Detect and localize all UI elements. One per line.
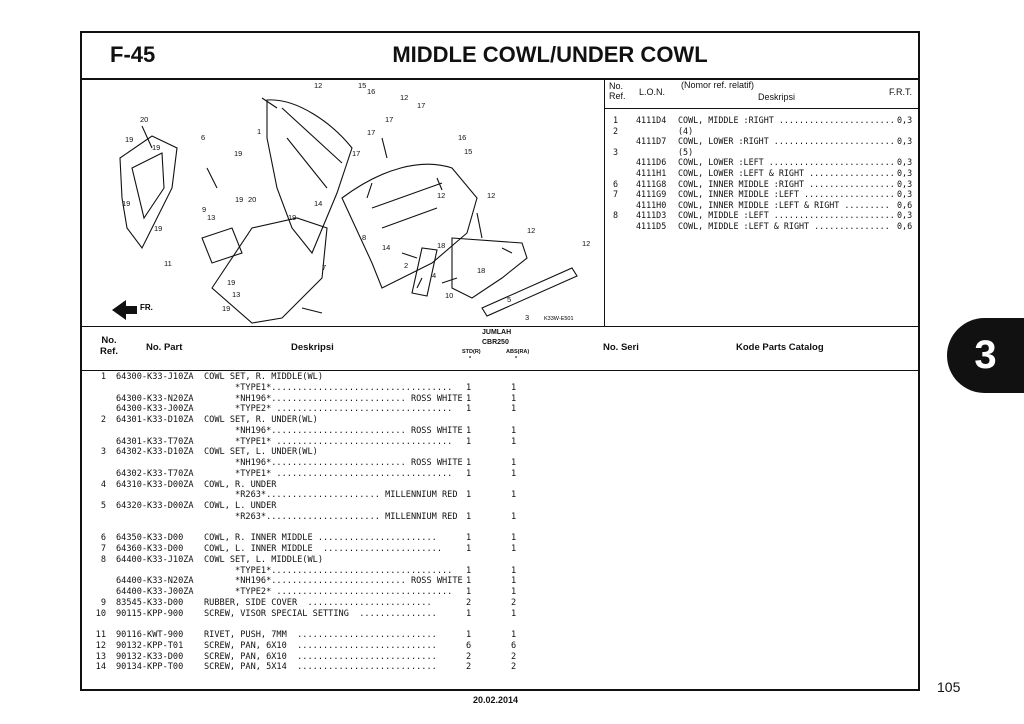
parts-cell-desc: COWL, L. UNDER (204, 501, 277, 511)
frt-cell-desc: COWL, INNER MIDDLE :LEFT .................. (678, 189, 895, 200)
frt-cell-ref: 3 (613, 146, 619, 157)
parts-cell-abs: 2 (511, 597, 517, 608)
parts-cell-desc: *R263*...................... MILLENNIUM RED (204, 511, 458, 522)
callout: 2 (404, 261, 409, 270)
parts-cell-std: 2 (466, 662, 472, 673)
parts-cell-abs: 1 (511, 425, 517, 436)
callout: 19 (227, 278, 236, 287)
frt-cell-lon: 4111H0 (636, 199, 667, 210)
parts-cell-ref: 5 (100, 501, 106, 511)
fr-label: FR. (140, 303, 153, 312)
table-row (82, 641, 918, 652)
table-row (82, 394, 918, 405)
parts-cell-desc: SCREW, PAN, 5X14 ........................... (204, 662, 437, 673)
frt-cell-frt: 0,3 (897, 157, 913, 168)
frt-cell-desc: COWL, MIDDLE :RIGHT ....................... (678, 115, 895, 125)
parts-cell-abs: 1 (511, 382, 517, 393)
table-row (82, 576, 918, 587)
table-row (82, 501, 918, 512)
parts-cell-desc: *R263*...................... MILLENNIUM RED (204, 490, 458, 501)
cowl-diagram-svg (82, 78, 604, 326)
callout: 13 (207, 213, 216, 222)
callout: 19 (125, 135, 134, 144)
parts-cell-part: 64310-K33-D00ZA (116, 479, 194, 490)
callout: 12 (582, 239, 591, 248)
table-row (82, 587, 918, 598)
parts-cell-desc: COWL SET, R. UNDER(WL) (204, 415, 318, 425)
frt-header-desc: Deskripsi (758, 92, 796, 102)
frt-cell-lon: 4111D7 (636, 136, 667, 147)
parts-header-no-ref: No. Ref. (100, 335, 118, 357)
parts-cell-part: 83545-K33-D00 (116, 597, 184, 608)
parts-cell-part: 64300-K33-J00ZA (116, 404, 194, 415)
parts-header-desc: Deskripsi (291, 342, 334, 353)
parts-cell-std: 2 (466, 651, 472, 662)
table-row (82, 544, 918, 555)
frt-cell-desc: COWL, LOWER :RIGHT ........................ (678, 136, 895, 147)
table-row (82, 630, 918, 641)
table-row (82, 458, 918, 469)
callout: 12 (437, 191, 446, 200)
parts-header-abs-mark: * (515, 356, 518, 362)
figure-number: F-45 (110, 42, 156, 67)
callout: 20 (140, 115, 149, 124)
under-cowl-right-part (452, 238, 527, 298)
parts-cell-std: 6 (466, 640, 472, 651)
parts-cell-abs: 2 (511, 651, 517, 662)
frt-cell-desc: (4) (678, 125, 694, 136)
table-row (82, 437, 918, 448)
parts-cell-part: 64302-K33-D10ZA (116, 447, 194, 458)
parts-cell-part: 64360-K33-D00 (116, 544, 184, 554)
table-row (82, 662, 918, 673)
parts-cell-part: 64350-K33-D00 (116, 533, 184, 544)
parts-table-header (82, 326, 918, 371)
parts-cell-abs: 1 (511, 458, 517, 468)
callout: 17 (352, 149, 361, 158)
table-row (82, 619, 918, 630)
callout: 7 (322, 263, 327, 272)
parts-cell-ref: 4 (100, 479, 106, 490)
parts-cell-desc: COWL SET, L. MIDDLE(WL) (204, 554, 323, 565)
callout: 17 (417, 101, 426, 110)
footer-date: 20.02.2014 (473, 695, 519, 705)
middle-cowl-right-part (267, 100, 352, 253)
page-title: MIDDLE COWL/UNDER COWL (392, 42, 708, 67)
parts-cell-desc: *NH196*.......................... ROSS WHITE (204, 425, 463, 436)
header-row (82, 33, 918, 80)
parts-cell-abs: 1 (511, 436, 517, 447)
parts-cell-std: 1 (466, 576, 472, 587)
callout: 19 (152, 143, 161, 152)
parts-cell-abs: 1 (511, 630, 517, 640)
parts-cell-abs: 1 (511, 565, 517, 576)
table-row (82, 598, 918, 609)
parts-cell-abs: 1 (511, 404, 517, 415)
frt-cell-desc: COWL, LOWER :LEFT ......................... (678, 157, 895, 168)
callout: 12 (487, 191, 496, 200)
callout: 3 (525, 313, 530, 322)
parts-cell-std: 1 (466, 630, 472, 640)
frt-cell-frt: 0,6 (897, 199, 913, 210)
frt-cell-frt: 0,3 (897, 168, 913, 178)
parts-cell-ref: 1 (100, 372, 106, 382)
parts-cell-desc: *TYPE1* .................................. (204, 436, 453, 447)
callout: 19 (235, 195, 244, 204)
parts-cell-ref: 8 (100, 554, 106, 565)
parts-cell-abs: 2 (511, 662, 517, 673)
parts-cell-ref: 9 (100, 597, 106, 608)
table-row (82, 523, 918, 534)
parts-cell-std: 2 (466, 597, 472, 608)
table-row (82, 469, 918, 480)
parts-cell-std: 1 (466, 382, 472, 393)
frt-cell-frt: 0,6 (897, 221, 913, 231)
callout: 14 (382, 243, 391, 252)
frt-cell-ref: 7 (613, 189, 619, 200)
callout: 1 (257, 127, 262, 136)
callout: 8 (362, 233, 367, 242)
callout: 13 (232, 290, 241, 299)
parts-cell-ref: 13 (95, 651, 106, 662)
frt-cell-lon: 4111D4 (636, 115, 667, 125)
parts-cell-desc: *NH196*.......................... ROSS WHITE (204, 576, 463, 587)
parts-cell-desc: COWL SET, R. MIDDLE(WL) (204, 372, 323, 382)
frt-header-lon: L.O.N. (639, 87, 666, 97)
frt-cell-lon: 4111G9 (636, 189, 667, 200)
parts-header-catalog: Kode Parts Catalog (736, 342, 824, 353)
callout: 12 (314, 81, 323, 90)
parts-cell-desc: *NH196*.......................... ROSS WHITE (204, 458, 463, 468)
table-row (82, 566, 918, 577)
parts-cell-ref: 14 (95, 662, 106, 673)
parts-cell-abs: 1 (511, 587, 517, 597)
callout: 17 (367, 128, 376, 137)
parts-cell-desc: COWL, R. INNER MIDDLE ....................... (204, 533, 437, 544)
table-row (82, 404, 918, 415)
parts-cell-part: 90116-KWT-900 (116, 630, 184, 640)
frt-table (605, 78, 920, 326)
parts-cell-ref: 12 (95, 640, 106, 651)
parts-cell-abs: 1 (511, 511, 517, 522)
parts-cell-part: 90132-KPP-T01 (116, 640, 184, 651)
parts-cell-desc: COWL, R. UNDER (204, 479, 277, 490)
frt-cell-frt: 0,3 (897, 189, 913, 200)
callout-labels (122, 81, 590, 322)
parts-cell-abs: 1 (511, 468, 517, 479)
parts-cell-part: 64400-K33-N20ZA (116, 576, 194, 587)
callout: 4 (432, 271, 437, 280)
table-row (82, 426, 918, 437)
parts-header-jumlah: JUMLAH (482, 329, 512, 336)
frt-table-header (605, 78, 920, 109)
callout: 19 (234, 149, 243, 158)
frt-cell-frt: 0,3 (897, 178, 913, 189)
frt-header-no-ref: No. Ref. (609, 81, 626, 101)
callout: 9 (202, 205, 207, 214)
frt-cell-frt: 0,3 (897, 115, 913, 125)
parts-cell-desc: COWL SET, L. UNDER(WL) (204, 447, 318, 458)
frt-cell-desc: COWL, MIDDLE :LEFT & RIGHT ............... (678, 221, 890, 231)
frt-cell-ref: 6 (613, 178, 619, 189)
callout: 15 (358, 81, 367, 90)
table-row (82, 480, 918, 491)
parts-cell-desc: SCREW, PAN, 6X10 ........................... (204, 651, 437, 662)
parts-cell-std: 1 (466, 393, 472, 404)
parts-cell-abs: 1 (511, 533, 517, 544)
exploded-diagram (82, 78, 605, 326)
parts-header-std: STD(R) (462, 349, 481, 355)
parts-cell-part: 64320-K33-D00ZA (116, 501, 194, 511)
middle-cowl-left-part (342, 164, 477, 288)
parts-cell-desc: RUBBER, SIDE COVER ........................ (204, 597, 432, 608)
table-row (82, 490, 918, 501)
table-row (82, 652, 918, 663)
parts-header-no-seri: No. Seri (603, 342, 639, 353)
callout: 18 (477, 266, 486, 275)
callout: 11 (164, 259, 172, 268)
parts-cell-ref: 3 (100, 447, 106, 458)
parts-cell-part: 64302-K33-T70ZA (116, 468, 194, 479)
callout: 19 (288, 213, 297, 222)
callout: 15 (464, 147, 473, 156)
frt-cell-ref: 1 (613, 115, 619, 125)
parts-cell-abs: 6 (511, 640, 517, 651)
callout: 19 (122, 199, 131, 208)
table-row (82, 512, 918, 523)
parts-header-abs: ABS(RA) (506, 349, 530, 355)
parts-cell-desc: *TYPE2* .................................. (204, 404, 453, 415)
parts-cell-std: 1 (466, 425, 472, 436)
callout: 20 (248, 195, 257, 204)
parts-cell-abs: 1 (511, 576, 517, 587)
parts-cell-std: 1 (466, 608, 472, 619)
frt-cell-desc: COWL, MIDDLE :LEFT ........................ (678, 210, 895, 221)
table-row (82, 447, 918, 458)
page-number: 105 (937, 679, 961, 695)
table-row (82, 415, 918, 426)
parts-cell-desc: SCREW, VISOR SPECIAL SETTING ............... (204, 608, 437, 619)
table-row (82, 533, 918, 544)
frt-cell-desc: (5) (678, 146, 694, 157)
parts-cell-part: 64400-K33-J10ZA (116, 554, 194, 565)
parts-cell-ref: 2 (100, 415, 106, 425)
callout: 19 (222, 304, 231, 313)
parts-cell-std: 1 (466, 587, 472, 597)
page-frame (80, 31, 920, 691)
parts-cell-abs: 1 (511, 544, 517, 554)
table-row (82, 383, 918, 394)
parts-cell-ref: 10 (95, 608, 106, 619)
parts-cell-desc: *TYPE1*................................... (204, 382, 453, 393)
frt-cell-desc: COWL, LOWER :LEFT & RIGHT ................. (678, 168, 895, 178)
callout: 17 (385, 115, 394, 124)
parts-cell-part: 64301-K33-T70ZA (116, 436, 194, 447)
frt-cell-lon: 4111D3 (636, 210, 667, 221)
callout: 16 (367, 87, 376, 96)
parts-cell-desc: *NH196*.......................... ROSS WHITE (204, 393, 463, 404)
parts-cell-abs: 1 (511, 608, 517, 619)
parts-cell-part: 64400-K33-J00ZA (116, 587, 194, 597)
front-arrow-icon (112, 300, 137, 320)
parts-cell-part: 64301-K33-D10ZA (116, 415, 194, 425)
parts-cell-std: 1 (466, 436, 472, 447)
frt-header-frt: F.R.T. (889, 87, 913, 97)
parts-cell-desc: SCREW, PAN, 6X10 ........................... (204, 640, 437, 651)
parts-cell-part: 64300-K33-J10ZA (116, 372, 194, 382)
parts-cell-part: 90115-KPP-900 (116, 608, 184, 619)
parts-cell-part: 64300-K33-N20ZA (116, 393, 194, 404)
frt-cell-frt: 0,3 (897, 210, 913, 221)
frt-cell-desc: COWL, INNER MIDDLE :LEFT & RIGHT ......... (678, 199, 890, 210)
frt-cell-frt: 0,3 (897, 136, 913, 147)
parts-cell-std: 1 (466, 544, 472, 554)
parts-cell-std: 1 (466, 404, 472, 415)
frt-cell-lon: 4111D5 (636, 221, 667, 231)
section-tab: 3 (947, 318, 1024, 393)
callout: 16 (458, 133, 467, 142)
callout: 6 (201, 133, 206, 142)
diagram-code: K33W-E501 (544, 316, 574, 322)
parts-header-std-mark: * (469, 356, 472, 362)
parts-header-model: CBR250 (482, 339, 509, 346)
parts-cell-desc: COWL, L. INNER MIDDLE ....................... (204, 544, 442, 554)
parts-cell-std: 1 (466, 565, 472, 576)
table-row (82, 609, 918, 620)
callout: 14 (314, 199, 323, 208)
callout: 12 (527, 226, 536, 235)
callout: 19 (154, 224, 163, 233)
parts-cell-desc: *TYPE1*................................... (204, 565, 453, 576)
parts-cell-std: 1 (466, 468, 472, 479)
table-row (82, 372, 918, 383)
callout: 18 (437, 241, 446, 250)
parts-header-no-part: No. Part (146, 342, 183, 353)
parts-cell-desc: *TYPE2* .................................. (204, 587, 453, 597)
frt-cell-ref: 2 (613, 125, 619, 136)
parts-cell-part: 90132-K33-D00 (116, 651, 184, 662)
callout: 5 (507, 295, 512, 304)
frt-cell-lon: 4111D6 (636, 157, 667, 168)
parts-cell-part: 90134-KPP-T00 (116, 662, 184, 673)
under-cowl-left-part (482, 268, 577, 316)
parts-cell-ref: 6 (100, 533, 106, 544)
parts-cell-std: 1 (466, 511, 472, 522)
callout: 12 (400, 93, 409, 102)
parts-cell-abs: 1 (511, 490, 517, 501)
parts-cell-std: 1 (466, 533, 472, 544)
parts-cell-desc: RIVET, PUSH, 7MM ........................... (204, 630, 437, 640)
parts-cell-std: 1 (466, 490, 472, 501)
callout: 10 (445, 291, 454, 300)
parts-cell-std: 1 (466, 458, 472, 468)
parts-cell-abs: 1 (511, 393, 517, 404)
parts-cell-ref: 7 (100, 544, 106, 554)
table-row (82, 555, 918, 566)
frt-cell-ref: 8 (613, 210, 619, 221)
frt-cell-lon: 4111G8 (636, 178, 667, 189)
parts-cell-ref: 11 (95, 630, 106, 640)
frt-header-desc-note: (Nomor ref. relatif) (681, 80, 755, 90)
frt-cell-lon: 4111H1 (636, 168, 667, 178)
parts-cell-desc: *TYPE1* .................................. (204, 468, 453, 479)
inner-middle-right-part (120, 136, 177, 248)
frt-cell-desc: COWL, INNER MIDDLE :RIGHT ................. (678, 178, 895, 189)
